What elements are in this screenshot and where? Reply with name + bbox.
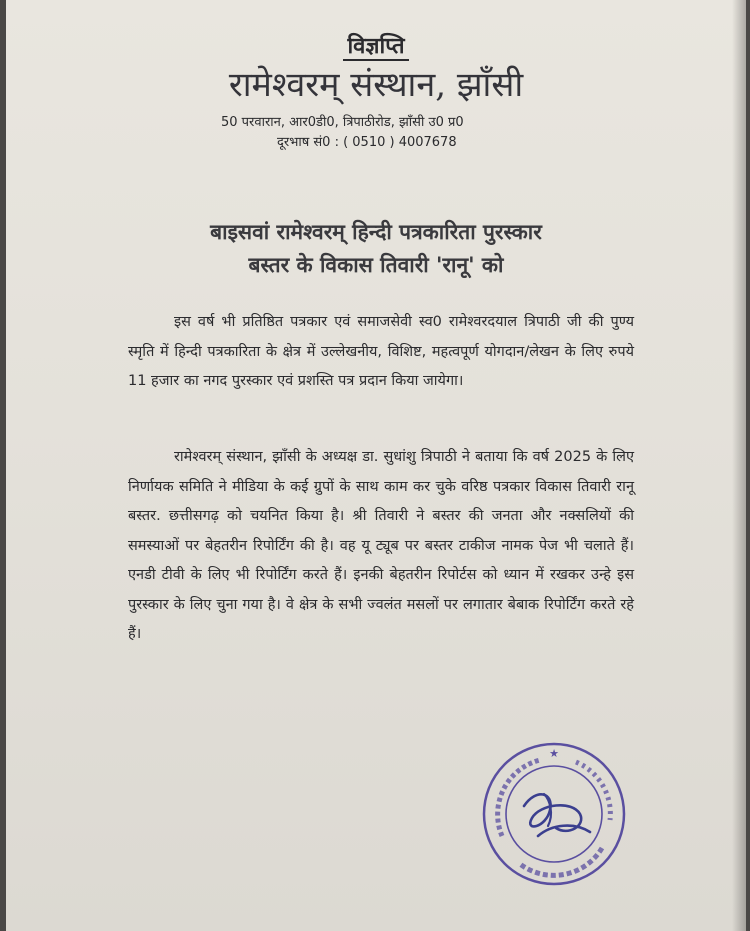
- body-paragraph-1: इस वर्ष भी प्रतिष्ठित पत्रकार एवं समाजसेवी स्व0 रामेश्वरदयाल त्रिपाठी जी की पुण्य स्मृति में हिन्दी पत्रकारिता के क्षेत्र में उल्लेखनीय, विशिष्ट, महत्वपूर्ण योगदान/लेखन के लिए रुपये 11 हजार का नगद पुरस्कार एवं प्रशस्ति पत्र प्रदान किया जायेगा।: [128, 314, 634, 389]
- org-name: रामेश्वरम् संस्थान, झाँसी: [228, 65, 524, 105]
- org-phone: दूरभाष सं0 : ( 0510 ) 4007678: [277, 135, 457, 150]
- headline: [6, 215, 746, 281]
- body-paragraph-2: रामेश्वरम् संस्थान, झाँसी के अध्यक्ष डा. सुधांशु त्रिपाठी ने बताया कि वर्ष 2025 के लिए निर्णायक समिति ने मीडिया के कई ग्रुपों के साथ काम कर चुके वरिष्ठ पत्रकार विकास तिवारी रानू बस्तर. छत्तीसगढ़ को चयनित किया है। श्री तिवारी ने बस्तर की जनता और नक्सलियों की समस्याओं पर बेहतरीन रिपोर्टिंग की है। वह यू ट्यूब पर बस्तर टाकीज नामक पेज भी चलाते हैं। एनडी टीवी के लिए भी रिपोर्टिंग करते हैं। इनकी बेहतरीन रिपोर्टस को ध्यान में रखकर उन्हे इस पुरस्कार के लिए चुना गया है। वे क्षेत्र के सभी ज्वलंत मसलों पर लगातार बेबाक रिपोर्टिंग करते रहे हैं।: [128, 449, 634, 642]
- headline-line-1: बाइसवां रामेश्वरम् हिन्दी पत्रकारिता पुरस्कार: [210, 219, 542, 244]
- svg-text:★: ★: [549, 747, 559, 760]
- page-edge-shadow: [732, 0, 746, 931]
- headline-line-2: बस्तर के विकास तिवारी 'रानू' को: [248, 252, 504, 277]
- org-address: 50 परवारान, आर0डी0, त्रिपाठीरोड, झाँसी उ0 प्र0: [221, 115, 464, 130]
- notice-label: विज्ञप्ति: [6, 30, 746, 60]
- official-seal-icon: [480, 740, 628, 888]
- notice-page: [6, 0, 746, 931]
